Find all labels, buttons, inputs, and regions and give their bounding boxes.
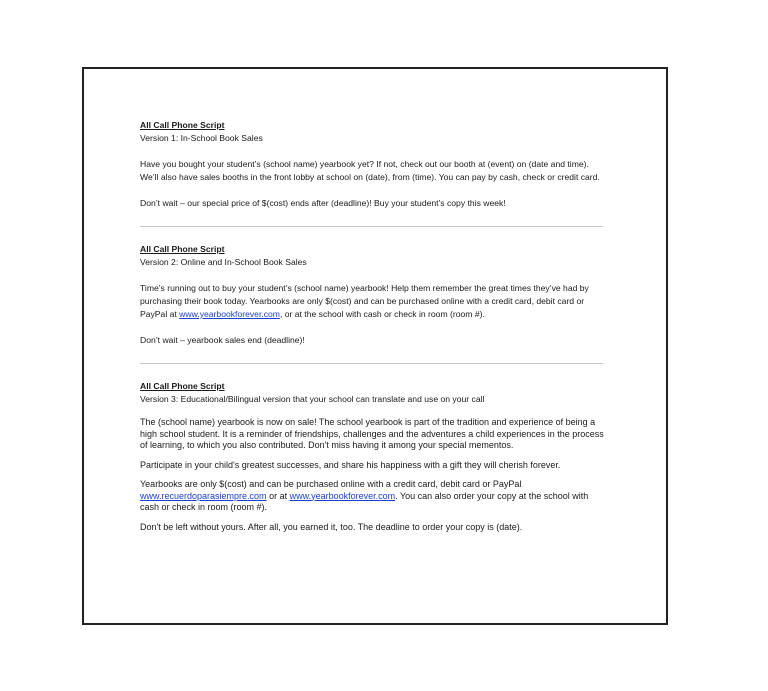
section-paragraph bbox=[140, 479, 605, 514]
section-title: All Call Phone Script bbox=[140, 120, 225, 130]
paragraph-text: . You can also order your copy at the school with cash or check in room (room #). bbox=[140, 490, 589, 512]
section-paragraph: The (school name) yearbook is now on sale! The school yearbook is part of the tradition and experience of being a high school student. It is a reminder of friendships, challenges and the adventures a child experiences in the process of learning, to which you also contributed. Don't miss having it among your special mementos. bbox=[140, 417, 604, 450]
paragraph-text: or at bbox=[266, 490, 290, 501]
script-version-2 bbox=[140, 243, 605, 347]
section-paragraph: Have you bought your student’s (school name) yearbook yet? If not, check out our booth at (event) on (date and time). We’ll also have sales booths in the front lobby at school on (date), from (time). You can pay by cash, check or credit card. bbox=[140, 159, 600, 182]
script-version-3 bbox=[140, 380, 605, 533]
section-title: All Call Phone Script bbox=[140, 381, 225, 391]
paragraph-text: Yearbooks are only $(cost) and can be purchased online with a credit card, debit card or PayPal bbox=[140, 479, 522, 489]
section-paragraph: Don't be left without yours. After all, you earned it, too. The deadline to order your copy is (date). bbox=[140, 521, 523, 532]
section-paragraph bbox=[140, 282, 605, 321]
section-version: Version 3: Educational/Bilingual version that your school can translate and use on your call bbox=[140, 394, 485, 404]
script-version-1 bbox=[140, 119, 605, 210]
paragraph-text: Time’s running out to buy your student’s (school name) yearbook! Help them remember the great times they’ve had by purchasing their book today. Yearbooks are only $(cost) and can be purchased online with a credit card, debit card or PayPal at bbox=[140, 283, 589, 319]
section-paragraph: Don’t wait – yearbook sales end (deadline)! bbox=[140, 335, 305, 345]
section-version: Version 1: In-School Book Sales bbox=[140, 133, 263, 143]
paragraph-text: , or at the school with cash or check in room (room #). bbox=[279, 309, 485, 319]
section-version: Version 2: Online and In-School Book Sales bbox=[140, 257, 307, 267]
yearbookforever-link[interactable]: www.yearbookforever.com bbox=[289, 490, 396, 501]
section-paragraph: Don’t wait – our special price of $(cost) ends after (deadline)! Buy your student’s copy this week! bbox=[140, 198, 506, 208]
document-page bbox=[82, 67, 668, 625]
recuerdoparasiempre-link[interactable]: www.recuerdoparasiempre.com bbox=[140, 490, 267, 501]
section-title: All Call Phone Script bbox=[140, 244, 225, 254]
yearbookforever-link[interactable]: www.yearbookforever.com bbox=[179, 309, 280, 319]
document-content bbox=[140, 119, 605, 533]
section-paragraph: Participate in your child's greatest successes, and share his happiness with a gift they will cherish forever. bbox=[140, 459, 561, 470]
